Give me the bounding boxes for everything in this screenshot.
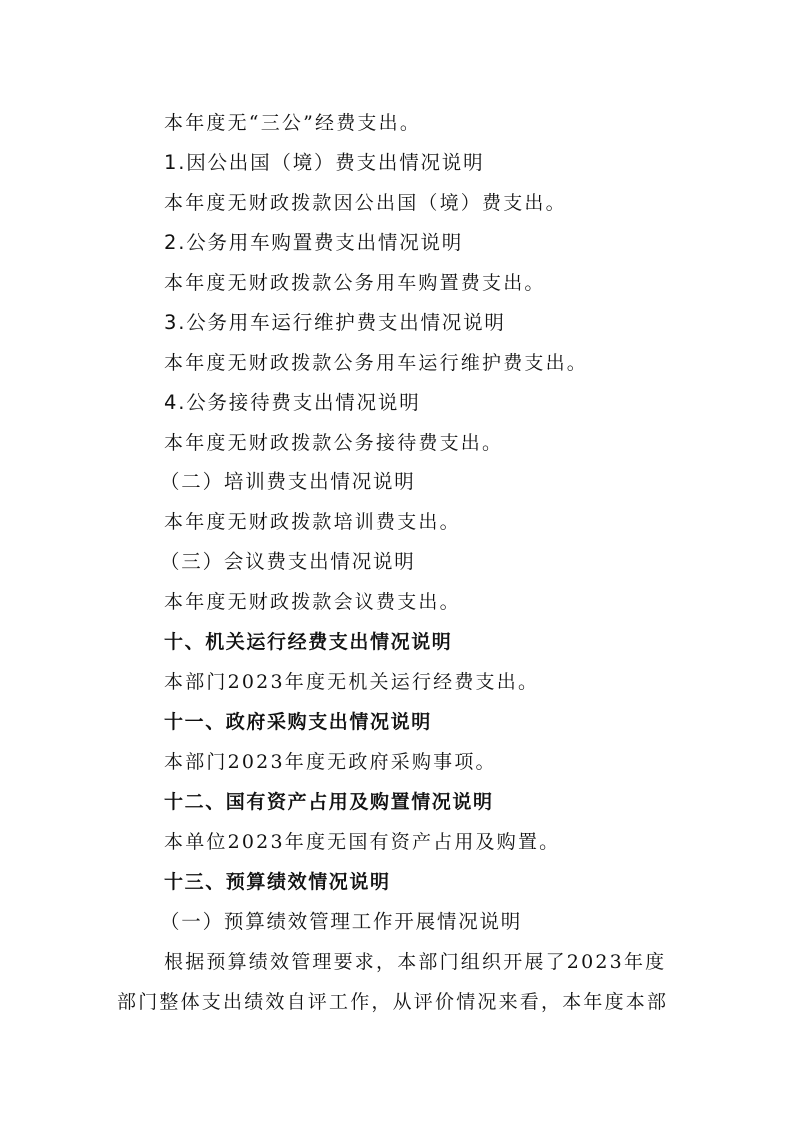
subheading-official-reception: 4.公务接待费支出情况说明 — [164, 391, 421, 414]
section-heading-10: 十、机关运行经费支出情况说明 — [164, 631, 453, 653]
paragraph-meeting: 本年度无财政拨款会议费支出。 — [164, 591, 461, 613]
paragraph-training: 本年度无财政拨款培训费支出。 — [164, 511, 461, 533]
subheading-training: （二）培训费支出情况说明 — [160, 470, 416, 493]
paragraph-no-three-public-expenses: 本年度无“三公”经费支出。 — [164, 112, 422, 134]
subheading-overseas-travel: 1.因公出国（境）费支出情况说明 — [164, 151, 485, 174]
paragraph-section-12: 本单位2023年度无国有资产占用及购置。 — [164, 831, 561, 853]
paragraph-overseas-travel: 本年度无财政拨款因公出国（境）费支出。 — [164, 192, 567, 214]
paragraph-vehicle-purchase: 本年度无财政拨款公务用车购置费支出。 — [164, 272, 546, 294]
paragraph-section-11: 本部门2023年度无政府采购事项。 — [164, 751, 497, 773]
subheading-performance-management: （一）预算绩效管理工作开展情况说明 — [160, 910, 523, 933]
paragraph-section-10: 本部门2023年度无机关运行经费支出。 — [164, 671, 540, 693]
paragraph-performance-line-1: 根据预算绩效管理要求，本部门组织开展了2023年度 — [164, 951, 667, 973]
paragraph-performance-line-2: 部门整体支出绩效自评工作，从评价情况来看，本年度本部 — [117, 991, 669, 1013]
paragraph-vehicle-operation: 本年度无财政拨款公务用车运行维护费支出。 — [164, 352, 589, 374]
subheading-meeting: （三）会议费支出情况说明 — [160, 550, 416, 573]
section-heading-13: 十三、预算绩效情况说明 — [164, 871, 391, 893]
section-heading-12: 十二、国有资产占用及购置情况说明 — [164, 791, 494, 813]
section-heading-11: 十一、政府采购支出情况说明 — [164, 711, 432, 733]
paragraph-official-reception: 本年度无财政拨款公务接待费支出。 — [164, 432, 504, 454]
subheading-vehicle-purchase: 2.公务用车购置费支出情况说明 — [164, 231, 464, 254]
subheading-vehicle-operation: 3.公务用车运行维护费支出情况说明 — [164, 311, 506, 334]
